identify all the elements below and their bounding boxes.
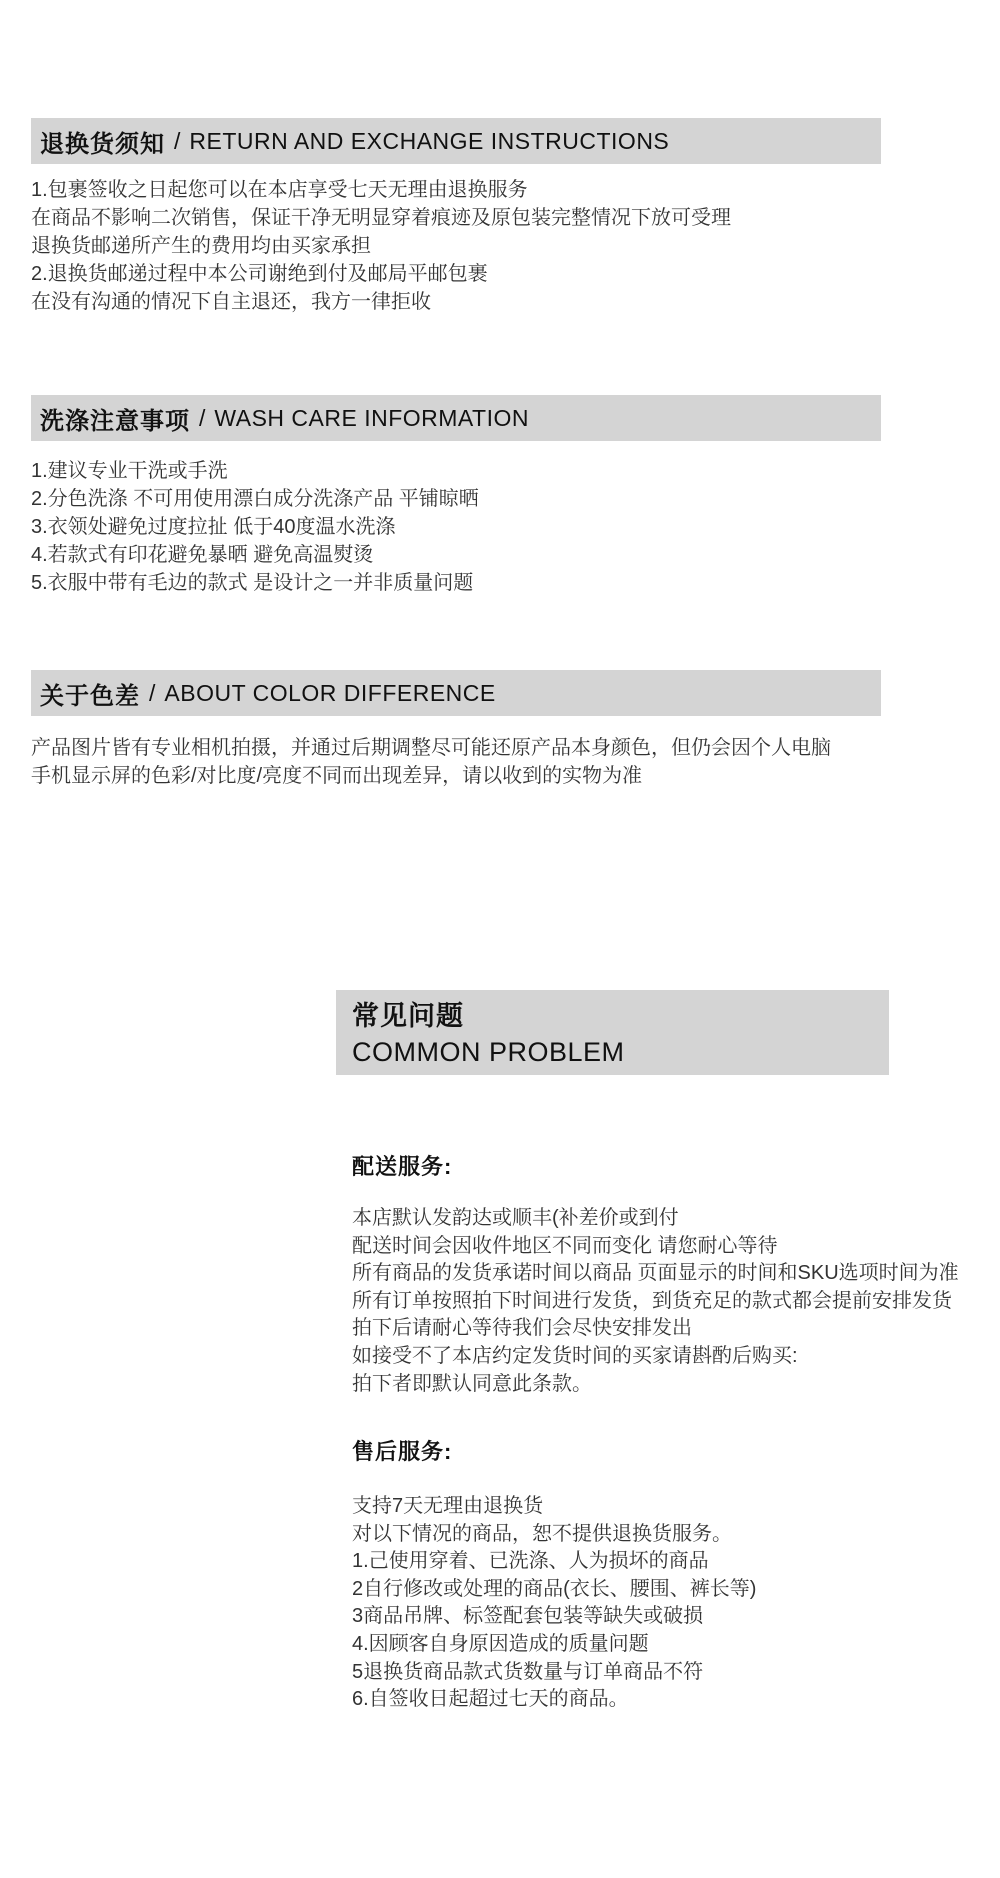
section-header-wash [31, 395, 881, 441]
text-line: 配送时间会因收件地区不同而变化 请您耐心等待 [352, 1234, 778, 1257]
text-line: 1.建议专业干洗或手洗 [31, 460, 228, 482]
text-line: 4.若款式有印花避免暴晒 避免高温熨烫 [31, 544, 374, 566]
text-line: 5.衣服中带有毛边的款式 是设计之一并非质量问题 [31, 572, 474, 594]
text-line: 所有订单按照拍下时间进行发货，到货充足的款式都会提前安排发货 [352, 1289, 952, 1312]
faq-title-cn: 常见问题 [352, 1001, 464, 1031]
text-line: 5退换货商品款式货数量与订单商品不符 [352, 1660, 704, 1683]
section-header-returns [31, 118, 881, 164]
text-line: 在商品不影响二次销售，保证干净无明显穿着痕迹及原包装完整情况下放可受理 [31, 207, 731, 229]
text-line: 2自行修改或处理的商品(衣长、腰围、裤长等) [352, 1577, 757, 1600]
slash-separator: / [149, 679, 156, 706]
text-line: 2.分色洗涤 不可用使用漂白成分洗涤产品 平铺晾晒 [31, 488, 479, 510]
aftersale-service-paragraph [352, 1493, 756, 1714]
color-difference-paragraph [31, 734, 831, 790]
returns-paragraph [31, 176, 731, 316]
text-line: 支持7天无理由退换货 [352, 1495, 544, 1517]
text-line: 对以下情况的商品，恕不提供退换货服务。 [352, 1522, 732, 1545]
slash-separator: / [174, 127, 181, 154]
text-line: 1.己使用穿着、已洗涤、人为损坏的商品 [352, 1550, 709, 1573]
faq-title-en: COMMON PROBLEM [352, 1037, 625, 1067]
text-line: 拍下者即默认同意此条款。 [352, 1372, 592, 1395]
text-line: 3.衣领处避免过度拉扯 低于40度温水洗涤 [31, 516, 396, 538]
section-title-cn: 退换货须知 [40, 130, 165, 158]
section-title-cn: 关于色差 [40, 682, 140, 710]
text-line: 3商品吊牌、标签配套包装等缺失或破损 [352, 1605, 704, 1628]
text-line: 在没有沟通的情况下自主退还，我方一律拒收 [31, 291, 431, 313]
text-line: 如接受不了本店约定发货时间的买家请斟酌后购买: [352, 1344, 798, 1367]
text-line: 1.包裹签收之日起您可以在本店享受七天无理由退换服务 [31, 179, 528, 201]
text-line: 6.自签收日起超过七天的商品。 [352, 1688, 629, 1711]
faq-title-box [336, 990, 889, 1075]
wash-care-list [31, 457, 479, 597]
text-line: 手机显示屏的色彩/对比度/亮度不同而出现差异，请以收到的实物为准 [31, 765, 643, 787]
section-title-cn: 洗涤注意事项 [40, 407, 190, 435]
section-title-en: ABOUT COLOR DIFFERENCE [164, 679, 496, 706]
text-line: 退换货邮递所产生的费用均由买家承担 [31, 235, 371, 257]
section-title-en: WASH CARE INFORMATION [214, 404, 530, 431]
delivery-service-paragraph [352, 1205, 959, 1398]
text-line: 所有商品的发货承诺时间以商品 页面显示的时间和SKU选项时间为准 [352, 1262, 959, 1285]
text-line: 本店默认发韵达或顺丰(补差价或到付 [352, 1207, 679, 1229]
text-line: 2.退换货邮递过程中本公司谢绝到付及邮局平邮包裹 [31, 263, 488, 285]
section-title-en: RETURN AND EXCHANGE INSTRUCTIONS [189, 127, 670, 154]
delivery-service-heading: 配送服务: [352, 1154, 453, 1179]
slash-separator: / [199, 404, 206, 431]
section-header-color-difference [31, 670, 881, 716]
aftersale-service-heading: 售后服务: [352, 1439, 453, 1464]
text-line: 4.因顾客自身原因造成的质量问题 [352, 1632, 649, 1655]
text-line: 产品图片皆有专业相机拍摄，并通过后期调整尽可能还原产品本身颜色，但仍会因个人电脑 [31, 737, 831, 759]
text-line: 拍下后请耐心等待我们会尽快安排发出 [352, 1317, 692, 1340]
